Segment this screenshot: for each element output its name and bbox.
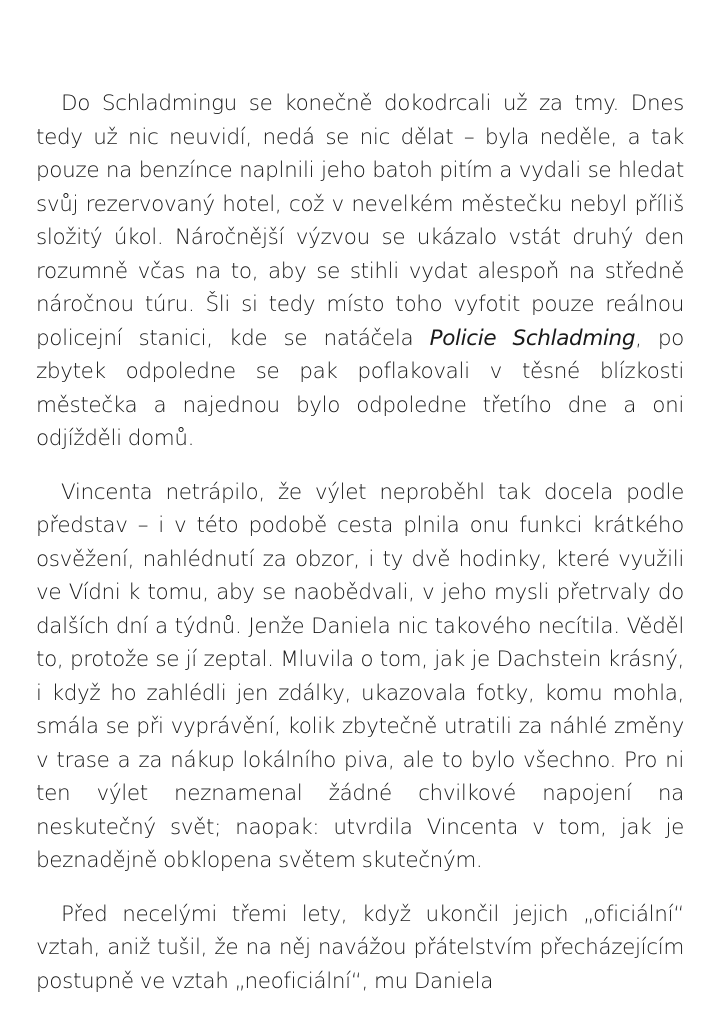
- paragraph-1-text: Do Schladmingu se konečně dokodrcali už za tmy. Dnes tedy už nic neuvidí, nedá se nic dělat – byla neděle, a tak pouze na benzínce naplnili jeho batoh pitím a vydali se hledat svůj rezervovaný hotel, což v nevelkém městečku nebyl příliš složitý úkol. Náročnější výzvou se ukázalo vstát druhý den rozumně včas na to, aby se stihli vydat alespoň na středně náročnou túru. Šli si tedy místo toho vyfotit pouze reálnou policejní stanici, kde se natáčela: [36, 91, 684, 351]
- paragraph-2: Vincenta netrápilo, že výlet neproběhl tak docela podle představ – i v této podobě cesta plnila onu funkci krátkého osvěžení, nahlédnutí za obzor, i ty dvě hodinky, které využili ve Vídni k tomu, aby se naobědvali, v jeho mysli přetrvaly do dalších dní a týdnů. Jenže Daniela nic takového necítila. Věděl to, protože se jí zeptal. Mluvila o tom, jak je Dachstein krásný, i když ho zahlédli jen zdálky, ukazovala fotky, komu mohla, smála se při vyprávění, kolik zbytečně utratili za náhlé změny v trase a za nákup lokálního piva, ale to bylo všechno. Pro ni ten výlet neznamenal žádné chvilkové napojení na neskutečný svět; naopak: utvrdila Vincenta v tom, jak je beznadějně obklopena světem skutečným.: [36, 479, 684, 873]
- body-text: [36, 87, 684, 1018]
- paragraph-3: Před necelými třemi lety, když ukončil jejich „oficiální“ vztah, aniž tušil, že na něj navážou přátelstvím přecházejícím postupně ve vztah „neoficiální“, mu Daniela: [36, 901, 684, 994]
- paragraph-1-italic-title: Policie Schladming: [429, 325, 636, 351]
- paragraph-1-text-end: , po zbytek odpoledne se pak poflakovali v těsné blízkosti městečka a najednou bylo odpoledne třetího dne a oni odjížděli domů.: [36, 325, 684, 451]
- paragraph-1: [36, 87, 684, 456]
